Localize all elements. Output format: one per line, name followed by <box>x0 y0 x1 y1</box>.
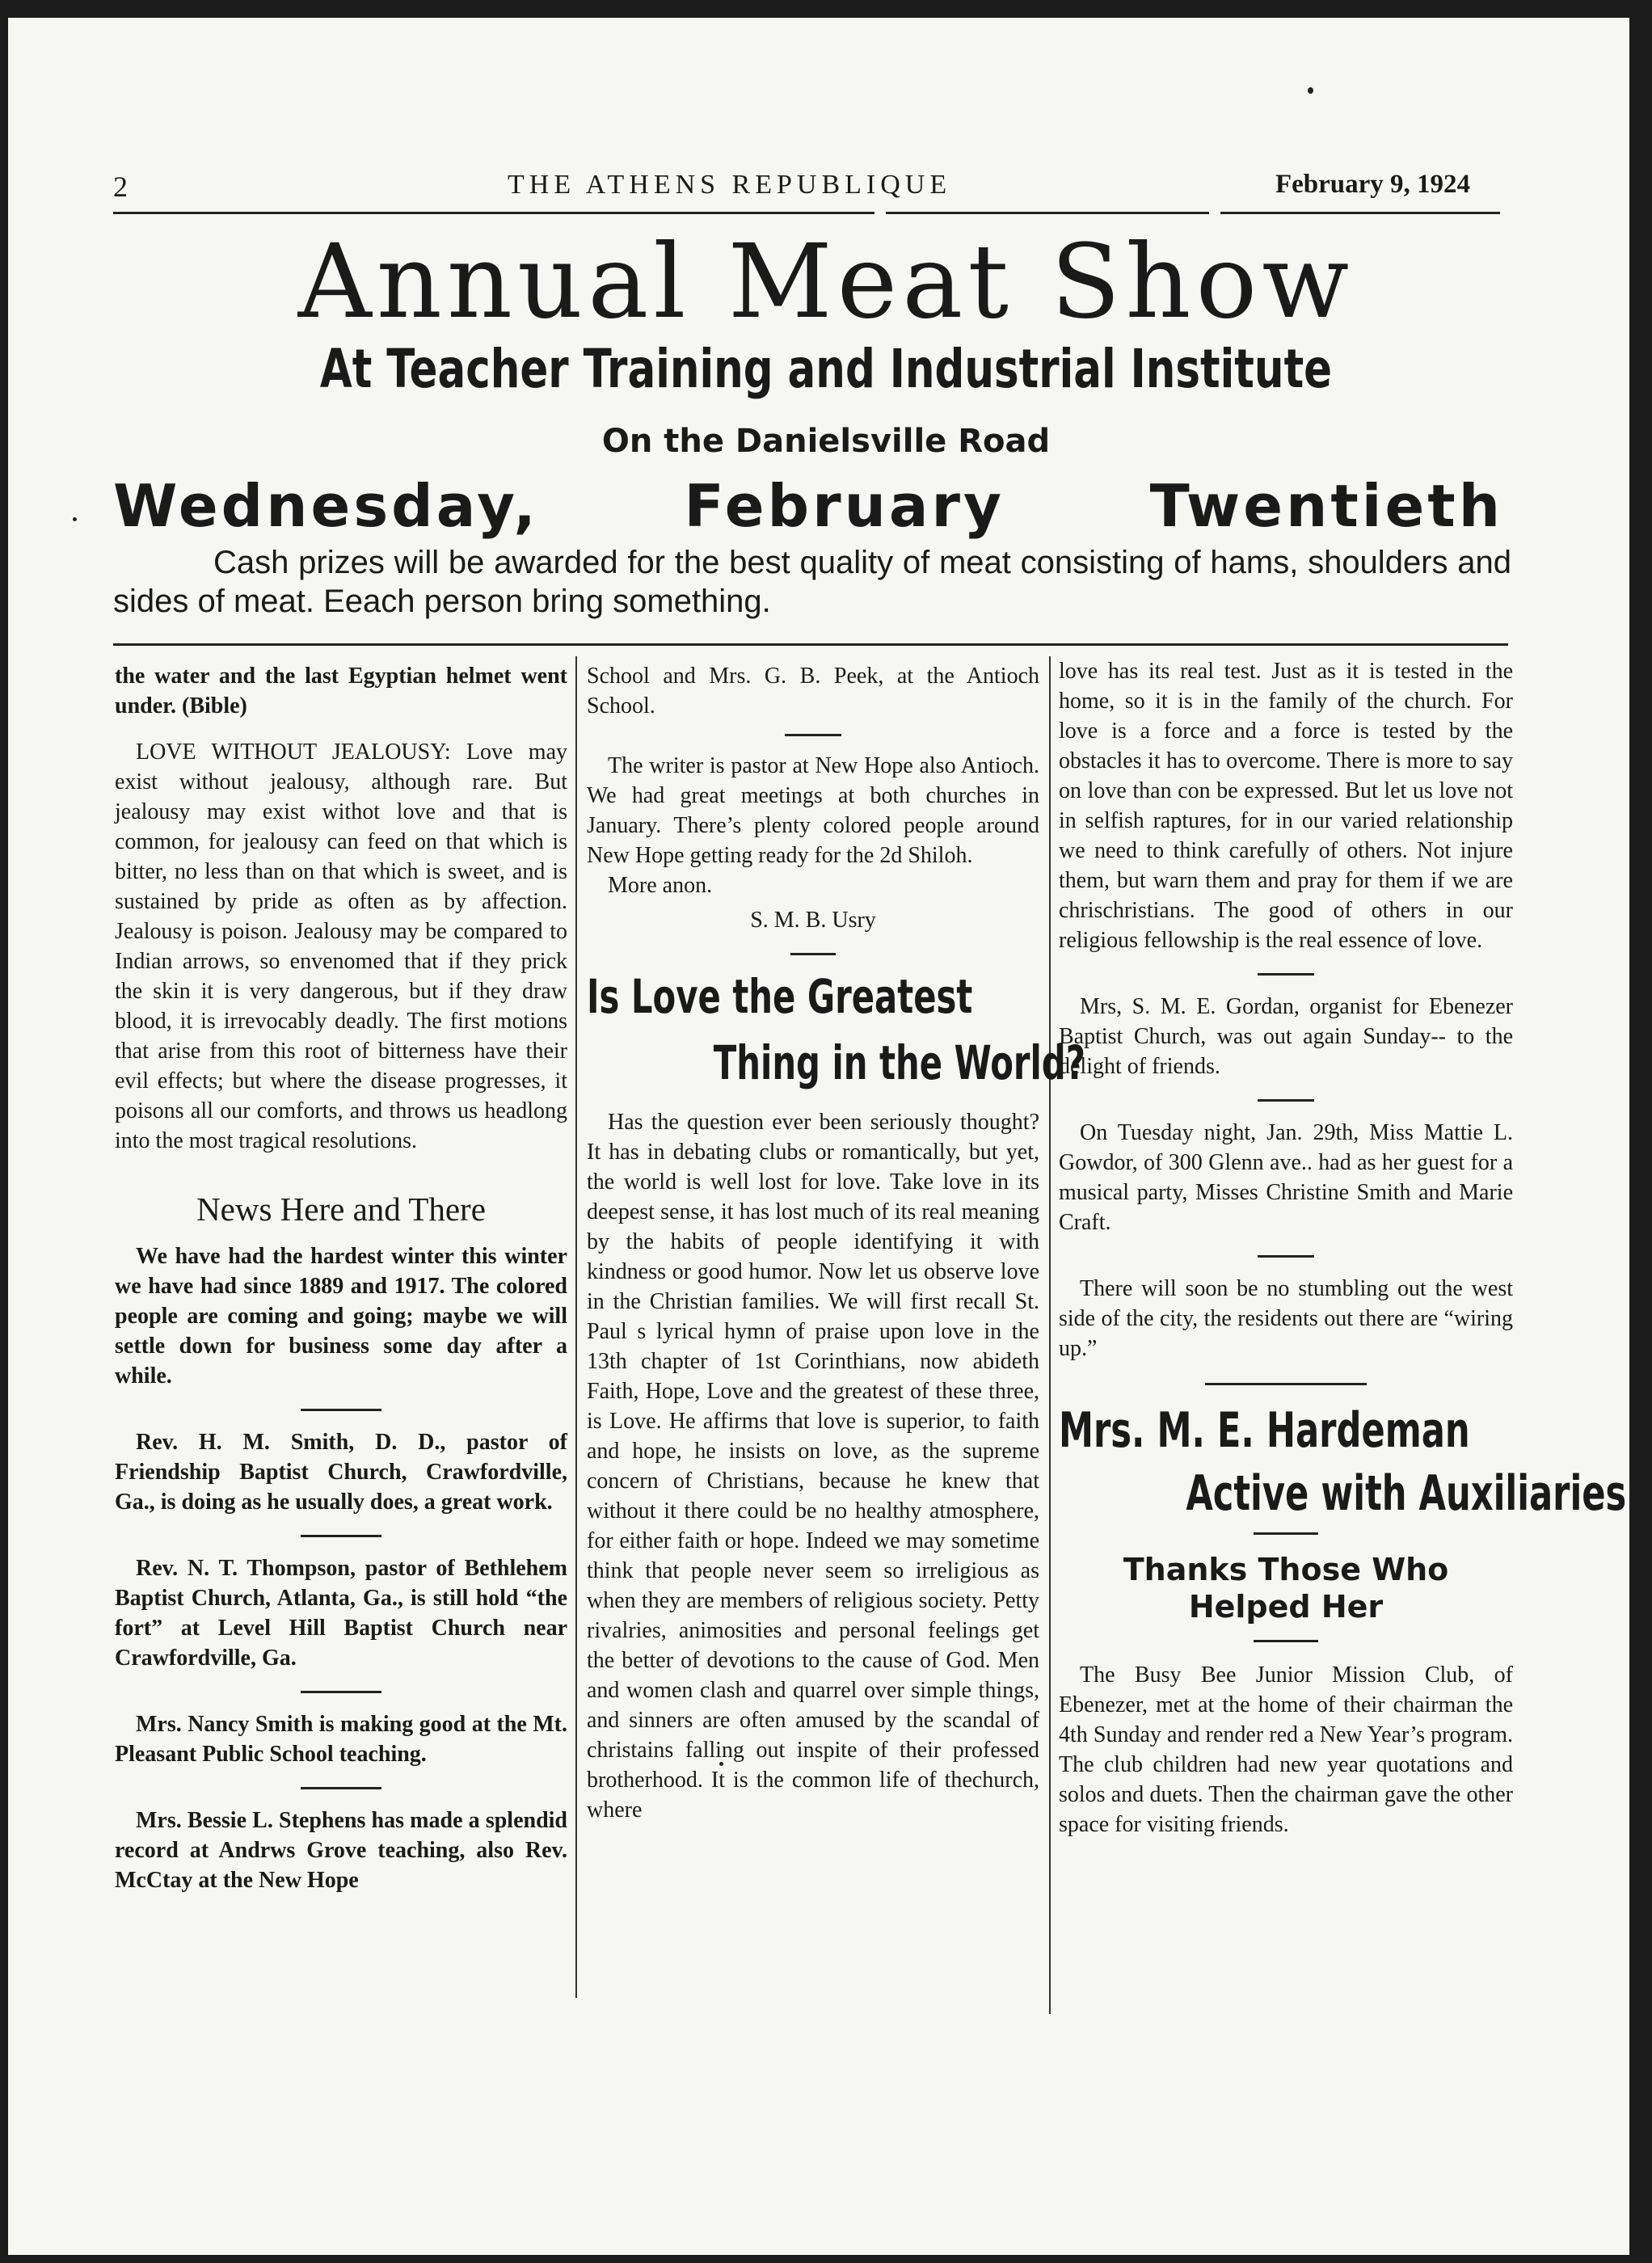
news-wiring-up: There will soon be no stumbling out the west side of the city, the residents out there are “wiring up.” <box>1059 1276 1513 1361</box>
ad-bottom-rule <box>113 643 1508 646</box>
more-anon: More anon. <box>608 873 713 898</box>
ad-date <box>113 472 1503 540</box>
news-gordan: Mrs, S. M. E. Gordan, organist for Ebenezer Baptist Church, was out again Sunday-- to the delight of friends. <box>1059 994 1513 1079</box>
news-writer-pastor: The writer is pastor at New Hope also Antioch. We had great meetings at both churches in January. There’s plenty colored people around New Hope getting ready for the 2d Shiloh. <box>587 753 1039 868</box>
column-3 <box>1059 656 1627 1839</box>
column-divider-left <box>575 656 577 1998</box>
separator <box>1258 1255 1314 1258</box>
news-peek-continued: School and Mrs. G. B. Peek, at the Antioch School. <box>587 664 1039 719</box>
column-divider-right <box>1049 656 1051 2014</box>
ad-date-month: February <box>684 472 1005 540</box>
separator <box>301 1535 381 1537</box>
article-love-continued: love has its real test. Just as it is tested in the home, so it is in the family of the church. For love is a force and a force is tested by the obstacles it has to overcome. There is more to say on love than con be expressed. But let us love not in selfish raptures, for in our varied relationship we need to think carefully of others. Not injure them, but warn them and pray for them if we are chrischristians. The good of others in our religious fellowship is the real essence of love. <box>1059 659 1513 953</box>
ad-title: Annual Meat Show <box>297 222 1355 341</box>
publication-name: THE ATHENS REPUBLIQUE <box>508 170 952 200</box>
hardeman-subheading: Thanks Those Who Helped Her <box>1123 1552 1449 1625</box>
separator <box>301 1691 381 1693</box>
article-is-love-greatest: Has the question ever been seriously thought? It has in debating clubs or romantically, but yet, the world is well lost for love. Take love in its deepest sense, it has lost much of its real meaning by the habits of people identifying it with kindness or good humor. Now let us observe love in the Christian families. We will first recall St. Paul s lyrical hymn of praise upon love in the 13th chapter of 1st Corinthians, now abideth Faith, Hope, Love and the greatest of these three, is Love. He affirms that love is superior, to faith and hope, he insists on love, as the supreme concern of Christians, because he knew that without it there could be no healthy atmosphere, for either faith or hope. Indeed we may sometime think that people never seem so irreligious as when they are members of religious society. Petty rivalries, animosities and personal feelings get the better of devotions to the cause of God. Men and women clash and quarrel over simple things, and sinners are often amused by the scandal of christains falling out inspite of their professed brotherhood. It is the common life of thechurch, where <box>587 1110 1039 1823</box>
column-2 <box>587 661 1085 1825</box>
separator <box>1254 1640 1318 1642</box>
ad-location: On the Danielsville Road <box>601 423 1051 460</box>
separator <box>1258 1099 1314 1102</box>
news-heading: News Here and There <box>196 1190 486 1228</box>
column-1 <box>115 661 567 1895</box>
ink-speck <box>73 517 77 521</box>
separator <box>1254 1532 1318 1535</box>
news-rev-thompson: Rev. N. T. Thompson, pastor of Bethlehem Baptist Church, Atlanta, Ga., is still hold “the fort” at Level Hill Baptist Church near Crawfordville, Ga. <box>115 1556 567 1671</box>
article-love-without-jealousy: LOVE WITHOUT JEALOUSY: Love may exist without jealousy, although rare. But jealousy may exist withot love and that is common, for jealousy can feed on that which is bitter, no less than on that which is sweet, and is sustained by pride as often as by affection. Jealousy is poison. Jealousy may be compared to Indian arrows, so envenomed that if they prick the skin it is very dangerous, but if they draw blood, it is irrevocably deadly. The first motions that arise from this root of bitterness have their evil effects; but where the disease progresses, it poisons all our comforts, and throws us headlong into the most tragical resolutions. <box>115 740 567 1153</box>
news-bessie-stephens: Mrs. Bessie L. Stephens has made a splendid record at Andrws Grove teaching, also Rev. McCtay at the New Hope <box>115 1808 567 1893</box>
news-gowdor: On Tuesday night, Jan. 29th, Miss Mattie L. Gowdor, of 300 Glenn ave.. had as her guest for a musical party, Misses Christine Smith and Marie Craft. <box>1059 1120 1513 1235</box>
signature: S. M. B. Usry <box>750 908 876 933</box>
news-nancy-smith: Mrs. Nancy Smith is making good at the Mt. Pleasant Public School teaching. <box>115 1712 567 1767</box>
separator <box>1258 973 1314 976</box>
news-rev-smith: Rev. H. M. Smith, D. D., pastor of Friendship Baptist Church, Crawfordville, Ga., is doing as he usually does, a great work. <box>115 1430 567 1515</box>
separator <box>790 953 836 955</box>
love-heading-line2: Thing in the World? <box>713 1035 1085 1090</box>
separator <box>1205 1383 1367 1385</box>
hardeman-heading-line1: Mrs. M. E. Hardeman <box>1059 1402 1470 1459</box>
issue-date: February 9, 1924 <box>1275 170 1471 199</box>
ad-body: Cash prizes will be awarded for the best quality of meat consisting of hams, shoulders and sides of meat. Eeach person bring something. <box>113 545 1511 619</box>
page-number: 2 <box>113 171 128 203</box>
ink-speck <box>1308 87 1313 94</box>
separator <box>301 1409 381 1411</box>
ad-subtitle: At Teacher Training and Industrial Institute <box>319 338 1333 400</box>
header-rule-mid <box>886 212 1209 214</box>
ad-date-weekday: Wednesday, <box>113 472 539 540</box>
header-rule-right <box>1220 212 1500 214</box>
news-winter: We have had the hardest winter this winter we have had since 1889 and 1917. The colored people are coming and going; maybe we will settle down for business some day after a while. <box>115 1244 567 1389</box>
separator <box>301 1787 381 1789</box>
separator <box>785 734 841 736</box>
hardeman-heading-line2: Active with Auxiliaries <box>1186 1465 1627 1522</box>
article-busy-bee: The Busy Bee Junior Mission Club, of Ebenezer, met at the home of their chairman the 4th Sunday and render red a New Year’s program. The club children had new year quotations and solos and duets. Then the chairman gave the other space for visiting friends. <box>1059 1662 1513 1837</box>
header-rule-left <box>113 212 874 214</box>
article-bible-end: the water and the last Egyptian helmet went under. (Bible) <box>115 664 567 719</box>
ad-date-day: Twentieth <box>1149 472 1503 540</box>
love-heading-line1: Is Love the Greatest <box>587 969 973 1024</box>
